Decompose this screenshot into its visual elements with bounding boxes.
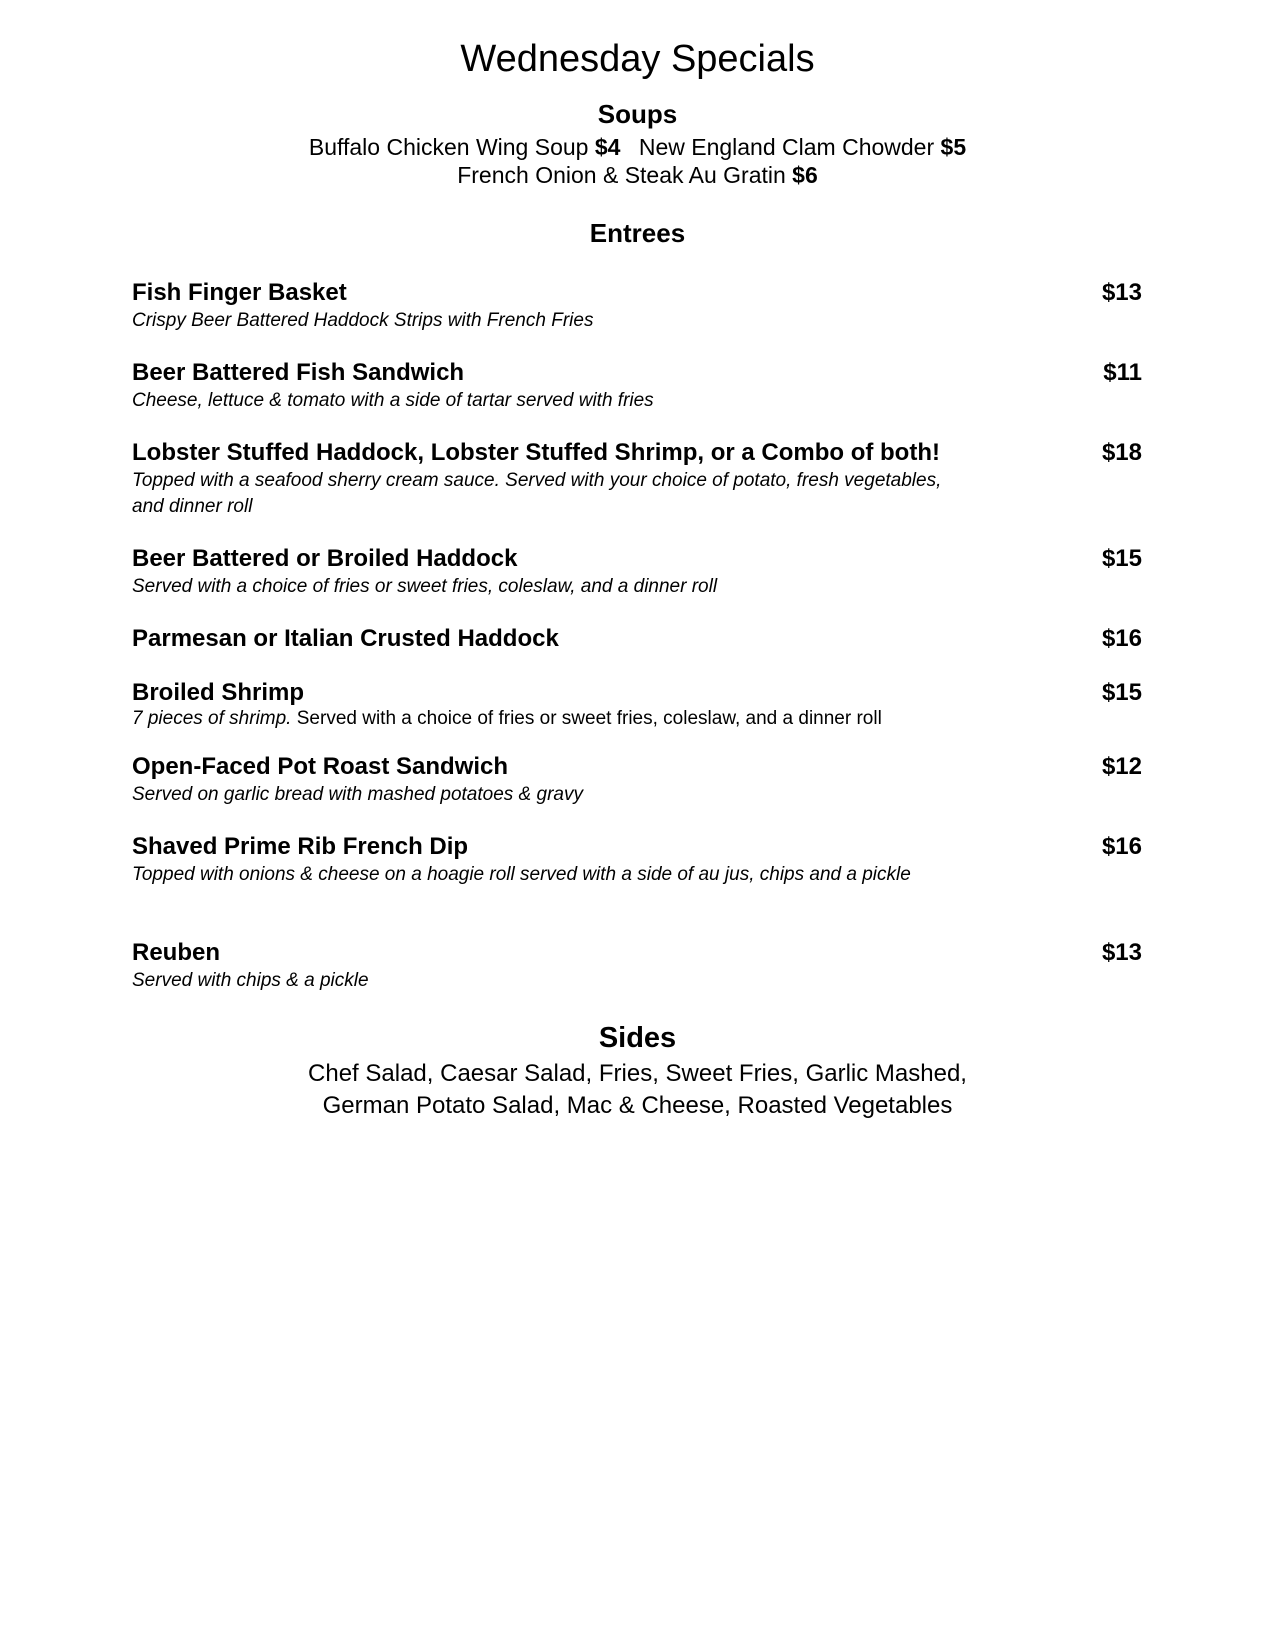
entree-description-italic: 7 pieces of shrimp. bbox=[132, 708, 292, 729]
entree-description: Crispy Beer Battered Haddock Strips with French Fries bbox=[132, 310, 594, 331]
entree-description: Topped with a seafood sherry cream sauce. Served with your choice of potato, fresh vegetables, and dinner roll bbox=[132, 470, 942, 517]
entree-price: $15 bbox=[1101, 545, 1142, 572]
entree-description-plain: Served with a choice of fries or sweet fries, coleslaw, and a dinner roll bbox=[291, 708, 882, 729]
entree-name: Lobster Stuffed Haddock, Lobster Stuffed Shrimp, or a Combo of both! bbox=[132, 439, 940, 466]
soup-item bbox=[457, 162, 818, 188]
entree-name: Parmesan or Italian Crusted Haddock bbox=[132, 625, 559, 652]
entrees-heading: Entrees bbox=[589, 218, 686, 248]
sides-list-line: Chef Salad, Caesar Salad, Fries, Sweet Fries, Garlic Mashed, bbox=[308, 1060, 967, 1087]
soups-line bbox=[0, 133, 1275, 161]
entree-price: $12 bbox=[1101, 753, 1142, 780]
entree-description bbox=[132, 708, 1092, 730]
menu-title: Wednesday Specials bbox=[460, 38, 815, 80]
entree-price: $13 bbox=[1101, 279, 1142, 306]
entree-name: Beer Battered or Broiled Haddock bbox=[132, 545, 518, 572]
entree-item bbox=[132, 358, 1142, 414]
sides-heading: Sides bbox=[598, 1022, 677, 1054]
entree-item bbox=[132, 544, 1142, 600]
entree-price: $16 bbox=[1101, 833, 1142, 860]
entree-name: Reuben bbox=[132, 939, 221, 966]
entree-price: $18 bbox=[1101, 439, 1142, 466]
entree-description: Served on garlic bread with mashed potatoes & gravy bbox=[132, 784, 583, 805]
soup-name: French Onion & Steak Au Gratin bbox=[457, 162, 786, 188]
entree-price: $15 bbox=[1101, 679, 1142, 706]
soup-item bbox=[639, 134, 966, 160]
soup-name: New England Clam Chowder bbox=[638, 134, 935, 160]
soup-name: Buffalo Chicken Wing Soup bbox=[308, 134, 589, 160]
sides-list-line: German Potato Salad, Mac & Cheese, Roasted Vegetables bbox=[322, 1092, 953, 1119]
soup-price: $6 bbox=[792, 162, 818, 188]
entree-description: Cheese, lettuce & tomato with a side of tartar served with fries bbox=[132, 390, 654, 411]
entree-item bbox=[132, 278, 1142, 334]
soup-price: $5 bbox=[940, 134, 967, 160]
entree-description: Served with a choice of fries or sweet fries, coleslaw, and a dinner roll bbox=[132, 576, 718, 597]
entree-item bbox=[132, 752, 1142, 808]
soups-line bbox=[0, 161, 1275, 189]
entree-item bbox=[132, 938, 1142, 994]
entree-price: $11 bbox=[1103, 359, 1142, 386]
entree-name: Beer Battered Fish Sandwich bbox=[132, 359, 465, 386]
entree-description: Served with chips & a pickle bbox=[132, 970, 369, 991]
entree-name: Shaved Prime Rib French Dip bbox=[132, 833, 469, 860]
entree-item bbox=[132, 438, 1142, 520]
entree-item bbox=[132, 624, 1142, 654]
soups-heading: Soups bbox=[597, 99, 678, 129]
entree-item bbox=[132, 832, 1142, 888]
entree-name: Fish Finger Basket bbox=[132, 279, 347, 306]
entree-name: Open-Faced Pot Roast Sandwich bbox=[132, 753, 509, 780]
entree-price: $13 bbox=[1101, 939, 1142, 966]
entree-description: Topped with onions & cheese on a hoagie roll served with a side of au jus, chips and a pickle bbox=[132, 864, 911, 885]
entree-name: Broiled Shrimp bbox=[132, 679, 305, 706]
soup-item bbox=[309, 134, 621, 160]
entree-price: $16 bbox=[1101, 625, 1142, 652]
soup-price: $4 bbox=[594, 134, 621, 160]
entree-item bbox=[132, 678, 1142, 730]
